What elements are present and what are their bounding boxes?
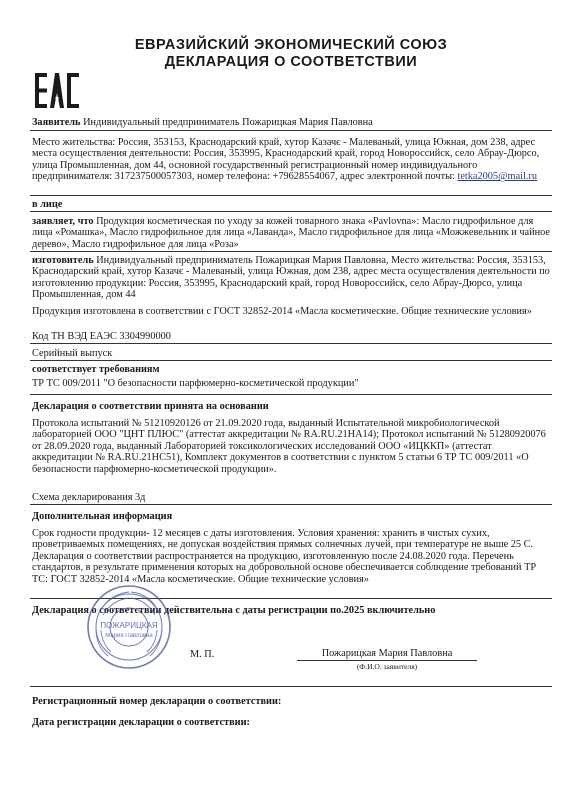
union-title: ЕВРАЗИЙСКИЙ ЭКОНОМИЧЕСКИЙ СОЮЗ bbox=[134, 37, 448, 53]
document-title: ДЕКЛАРАЦИЯ О СООТВЕТСТВИИ bbox=[164, 54, 418, 70]
manufacturer-text: изготовитель Индивидуальный предприниматель Пожарицкая Мария Павловна, Место жительства: Россия, 353153, Краснодарский край, хутор Казачє - Малеваный, улица Южная, дом 238, адрес места осуществления деятельности по изготовлению продукции: Россия, 353995, Краснодарский край, город Новороссийск, село Абрау-Дюрсо, улица Промышленная, дом 44 bbox=[32, 255, 550, 301]
seal-place-label: М. П. bbox=[190, 649, 215, 660]
signatory-caption: (Ф.И.О. заявителя) bbox=[356, 662, 418, 671]
serial-release: Серийный выпуск bbox=[32, 348, 113, 359]
divider bbox=[30, 343, 552, 344]
registration-number-label: Регистрационный номер декларации о соответствии: bbox=[32, 696, 282, 707]
email-link[interactable]: tetka2005@mail.ru bbox=[457, 171, 538, 183]
divider bbox=[30, 130, 552, 131]
seal-stamp-icon bbox=[86, 584, 172, 670]
declares-text: заявляет, что Продукция косметическая по уходу за кожей товарного знака «Pavlovna»: Масло гидрофильное для лица «Ромашка», Масло гидрофильное для лица «Лаванда», Масло гидрофильное для лица «Можжевельник и чайное дерево», Масло гидрофильное для лица «Роза» bbox=[32, 216, 550, 250]
applicant-details: Место жительства: Россия, 353153, Краснодарский край, хутор Казачє - Малеваный, улица Южная, дом 238, адрес места осуществления деятельности: Россия, 353995, Краснодарский край, город Новороссийск, село Абрау-Дюрсо, улица Промышленная, дом 44, основной государственный регистрационный номер индивидуального предпринимателя: 317237500057303, номер телефона: +79628554067, адрес электронной почты: tetka2005@mail.ru bbox=[32, 137, 540, 183]
additional-text: Срок годности продукции- 12 месяцев с даты изготовления. Условия хранения: хранить в чистых сухих, проветриваемых помещениях, не допуская воздействия прямых солнечных лучей, при температуре не выше 25 С. Декларация о соответствии распространяется на продукцию, изготовленную после 24.08.2020 года. Перечень стандартов, в результате применения которых на добровольной основе обеспечивается соблюдение требований ТР ТС: ГОСТ 32852-2014 «Масла косметические. Общие технические условия» bbox=[32, 528, 537, 585]
requirements-text: ТР ТС 009/2011 "О безопасности парфюмерно-косметической продукции" bbox=[32, 378, 359, 389]
stamp-center-text: ПОЖАРИЦКАЯ bbox=[100, 621, 158, 630]
tnved-code: Код ТН ВЭД ЕАЭС 3304990000 bbox=[32, 331, 171, 342]
divider bbox=[30, 360, 552, 361]
applicant-line bbox=[32, 117, 552, 128]
divider bbox=[30, 211, 552, 212]
basis-label: Декларация о соответствии принята на основании bbox=[32, 401, 269, 412]
basis-text: Протокола испытаний № 51210920126 от 21.09.2020 года, выданный Испытательной микробиологической лабораторией ООО "ЦНТ ПЛЮС" (аттестат аккредитации № RA.RU.21HA14); Протокол испытаний № 51280920076 от 28.09.2020 года, выданный Лабораторией токсикологических исследований ООО «ИЦККП» (аттестат аккредитации № RA.RU.21HC51), Комплект документов в соответствии с пунктом 5 статьи 6 ТР ТС 009/2011 «О безопасности парфюмерно-косметической продукции». bbox=[32, 418, 546, 475]
validity-text: Декларация о соответствии действительна с даты регистрации по.2025 включительно bbox=[32, 605, 436, 616]
divider bbox=[30, 504, 552, 505]
divider bbox=[30, 195, 552, 196]
divider bbox=[30, 394, 552, 395]
standard-text: Продукция изготовлена в соответствии с ГОСТ 32852-2014 «Масла косметические. Общие технические условия» bbox=[32, 306, 532, 317]
requirements-label: соответствует требованиям bbox=[32, 364, 160, 375]
signature-line bbox=[297, 660, 477, 661]
in-person-label: в лице bbox=[32, 199, 63, 210]
stamp-sub-text: Мария Павловна bbox=[105, 633, 153, 639]
applicant-label: Заявитель bbox=[32, 117, 81, 128]
divider bbox=[30, 251, 552, 252]
divider bbox=[30, 686, 552, 687]
applicant-name: Индивидуальный предприниматель Пожарицкая Мария Павловна bbox=[80, 117, 373, 128]
eac-logo-icon bbox=[33, 71, 81, 110]
signatory-name: Пожарицкая Мария Павловна bbox=[321, 648, 453, 659]
scheme-text: Схема декларирования 3д bbox=[32, 492, 146, 503]
registration-date-label: Дата регистрации декларации о соответствии: bbox=[32, 717, 250, 728]
additional-label: Дополнительная информация bbox=[32, 511, 173, 522]
